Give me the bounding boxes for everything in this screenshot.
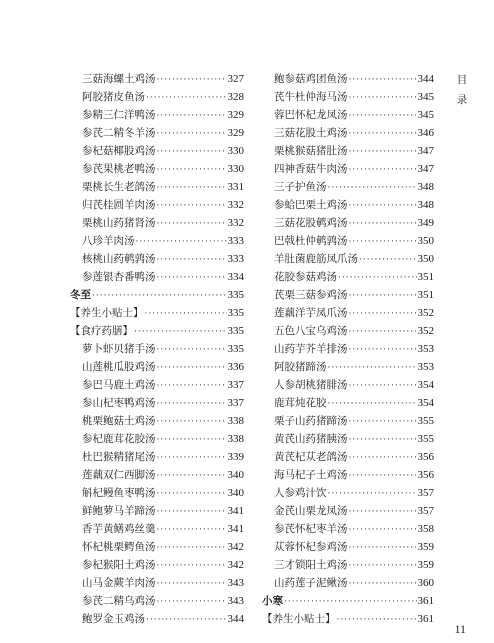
toc-entry-title: 莲藕双仁西脚汤: [82, 469, 156, 481]
toc-entry-title: 巴戟杜仲鹌鹑汤: [274, 235, 348, 247]
toc-entry-title: 核桃山药鹌鹑汤: [82, 253, 156, 265]
toc-entry-title: 鹿茸炖花胶: [274, 397, 327, 409]
toc-entry-page: 351: [417, 289, 434, 301]
toc-entry-page: 338: [227, 433, 244, 445]
toc-entry-page: 344: [417, 73, 434, 85]
toc-entry: [70, 394, 244, 412]
toc-entry-page: 357: [417, 487, 434, 499]
toc-entry-title: 栗桃长生老鸽汤: [82, 181, 156, 193]
toc-entry-title: 小寒: [262, 595, 283, 607]
toc-leader-dots: [349, 71, 417, 88]
toc-entry-title: 杜巴猴精猪尾汤: [82, 451, 156, 463]
toc-entry: [70, 502, 244, 520]
toc-leader-dots: [136, 233, 227, 250]
toc-leader-dots: [349, 413, 417, 430]
toc-leader-dots: [349, 305, 417, 322]
toc-entry-page: 347: [417, 163, 434, 175]
toc-entry-title: 三菇花股土鸡汤: [274, 127, 348, 139]
toc-entry-title: 参芪二精乌鸡汤: [82, 595, 156, 607]
toc-leader-dots: [328, 485, 417, 502]
toc-entry: [262, 520, 434, 538]
toc-entry: [70, 430, 244, 448]
toc-entry-page: 339: [227, 451, 244, 463]
toc-leader-dots: [349, 467, 417, 484]
toc-entry-title: 参芪果桃老鸭汤: [82, 163, 156, 175]
toc-entry-title: 羊肚菌鹿筋凤爪汤: [274, 253, 358, 265]
toc-entry-title: 冬至: [70, 289, 91, 301]
toc-entry-title: 香芋黄鳝鸡丝羹: [82, 523, 156, 535]
toc-entry: [70, 160, 244, 178]
toc-right-column: [262, 70, 434, 628]
toc-entry: [262, 376, 434, 394]
toc-entry: [262, 232, 434, 250]
toc-entry-title: 四神香菇牛肉汤: [274, 163, 348, 175]
toc-entry-page: 342: [227, 559, 244, 571]
toc-entry: [262, 268, 434, 286]
toc-leader-dots: [145, 305, 227, 322]
toc-entry-page: 358: [417, 523, 434, 535]
toc-entry-page: 332: [227, 199, 244, 211]
toc-entry-title: 山莲桃瓜股鸡汤: [82, 361, 156, 373]
toc-entry-page: 330: [227, 163, 244, 175]
toc-leader-dots: [134, 323, 227, 340]
toc-leader-dots: [146, 89, 227, 106]
toc-entry: [262, 88, 434, 106]
toc-entry-page: 343: [227, 595, 244, 607]
toc-leader-dots: [349, 377, 417, 394]
toc-leader-dots: [359, 251, 417, 268]
toc-entry: [70, 592, 244, 610]
toc-leader-dots: [157, 341, 227, 358]
toc-entry: [70, 214, 244, 232]
toc-entry-page: 332: [227, 217, 244, 229]
toc-entry-page: 336: [227, 361, 244, 373]
toc-leader-dots: [157, 251, 227, 268]
toc-entry: [70, 610, 244, 628]
toc-entry: [262, 160, 434, 178]
toc-leader-dots: [157, 269, 227, 286]
toc-leader-dots: [349, 341, 417, 358]
toc-entry-page: 341: [227, 523, 244, 535]
toc-entry: [70, 520, 244, 538]
toc-entry-page: 356: [417, 469, 434, 481]
toc-entry-page: 340: [227, 469, 244, 481]
toc-leader-dots: [349, 431, 417, 448]
toc-entry: [262, 394, 434, 412]
toc-entry-title: 莲藕洋芋凤爪汤: [274, 307, 348, 319]
toc-leader-dots: [157, 395, 227, 412]
toc-entry: [70, 268, 244, 286]
toc-entry: [262, 430, 434, 448]
toc-entry-page: 329: [227, 109, 244, 121]
toc-entry-page: 348: [417, 181, 434, 193]
toc-entry-page: 335: [227, 289, 244, 301]
toc-entry: [70, 376, 244, 394]
toc-entry: [70, 322, 244, 340]
toc-entry: [262, 178, 434, 196]
toc-entry: [262, 484, 434, 502]
toc-entry-page: 333: [227, 235, 244, 247]
toc-entry: [262, 502, 434, 520]
toc-entry-title: 栗桃山药猪肾汤: [82, 217, 156, 229]
page-number: 11: [454, 622, 466, 636]
toc-entry: [70, 70, 244, 88]
toc-entry-page: 337: [227, 379, 244, 391]
toc-entry-title: 萝卜虾贝猪手汤: [82, 343, 156, 355]
toc-entry-page: 337: [227, 397, 244, 409]
toc-entry: [70, 250, 244, 268]
toc-entry: [70, 574, 244, 592]
toc-leader-dots: [157, 503, 227, 520]
toc-entry: [70, 88, 244, 106]
side-label-toc: [456, 70, 468, 110]
toc-entry-title: 【养生小贴士】: [70, 307, 144, 319]
toc-entry-title: 苁蓉怀杞参鸡汤: [274, 541, 348, 553]
toc-entry-title: 芪牛杜仲海马汤: [274, 91, 348, 103]
toc-leader-dots: [349, 125, 417, 142]
toc-entry: [262, 358, 434, 376]
toc-entry-page: 359: [417, 541, 434, 553]
toc-leader-dots: [157, 179, 227, 196]
toc-entry-title: 参杞菇椰股鸡汤: [82, 145, 156, 157]
toc-leader-dots: [349, 449, 417, 466]
toc-entry-page: 350: [417, 235, 434, 247]
toc-leader-dots: [157, 431, 227, 448]
toc-leader-dots: [349, 539, 417, 556]
toc-entry-page: 342: [227, 541, 244, 553]
toc-entry-page: 355: [417, 415, 434, 427]
toc-entry: [70, 448, 244, 466]
toc-entry-page: 357: [417, 505, 434, 517]
toc-leader-dots: [349, 89, 417, 106]
toc-entry-title: 参巴马鹿土鸡汤: [82, 379, 156, 391]
toc-entry-title: 芪栗三菇参鸡汤: [274, 289, 348, 301]
toc-leader-dots: [157, 593, 227, 610]
toc-entry-title: 鲍参菇鸡团鱼汤: [274, 73, 348, 85]
toc-leader-dots: [349, 521, 417, 538]
toc-entry: [70, 304, 244, 322]
toc-entry-page: 348: [417, 199, 434, 211]
toc-entry: [70, 556, 244, 574]
toc-entry-title: 五色八宝乌鸡汤: [274, 325, 348, 337]
toc-entry-title: 【养生小贴士】: [262, 613, 336, 625]
toc-left-column: [70, 70, 244, 628]
toc-leader-dots: [328, 359, 417, 376]
toc-entry: [70, 196, 244, 214]
toc-entry: [262, 106, 434, 124]
toc-entry-title: 桃栗鲍菇土鸡汤: [82, 415, 156, 427]
toc-leader-dots: [157, 521, 227, 538]
toc-entry-title: 参杞猴阳土鸡汤: [82, 559, 156, 571]
toc-entry: [70, 124, 244, 142]
toc-leader-dots: [157, 467, 227, 484]
toc-leader-dots: [349, 503, 417, 520]
toc-entry-page: 341: [227, 505, 244, 517]
toc-entry-page: 352: [417, 325, 434, 337]
toc-entry-page: 335: [227, 343, 244, 355]
toc-entry-page: 359: [417, 559, 434, 571]
toc-entry: [262, 412, 434, 430]
toc-leader-dots: [157, 161, 227, 178]
toc-leader-dots: [328, 395, 417, 412]
toc-entry: [70, 178, 244, 196]
toc-entry: [70, 340, 244, 358]
toc-leader-dots: [157, 143, 227, 160]
toc-leader-dots: [157, 449, 227, 466]
toc-entry-title: 山药莲子泥鳅汤: [274, 577, 348, 589]
toc-entry: [70, 466, 244, 484]
toc-entry-title: 参芪二精冬羊汤: [82, 127, 156, 139]
toc-entry: [262, 574, 434, 592]
toc-entry-page: 361: [417, 613, 434, 625]
toc-entry: [262, 214, 434, 232]
toc-entry-title: 【食疗药膳】: [70, 325, 133, 337]
toc-leader-dots: [349, 143, 417, 160]
toc-entry-page: 345: [417, 109, 434, 121]
toc-entry: [262, 142, 434, 160]
toc-leader-dots: [157, 575, 227, 592]
toc-entry-page: 360: [417, 577, 434, 589]
toc-leader-dots: [338, 269, 417, 286]
toc-entry: [262, 538, 434, 556]
toc-entry-title: 栗子山药猪蹄汤: [274, 415, 348, 427]
toc-entry-title: 八珍羊肉汤: [82, 235, 135, 247]
toc-entry-page: 346: [417, 127, 434, 139]
toc-entry-title: 参精三仁洋鸭汤: [82, 109, 156, 121]
toc-entry-page: 344: [227, 613, 244, 625]
toc-leader-dots: [146, 611, 227, 628]
toc-entry-page: 347: [417, 145, 434, 157]
toc-entry-title: 阿胶猪蹄汤: [274, 361, 327, 373]
toc-entry: [262, 322, 434, 340]
toc-leader-dots: [349, 323, 417, 340]
toc-entry-page: 335: [227, 325, 244, 337]
toc-leader-dots: [349, 197, 417, 214]
toc-leader-dots: [349, 287, 417, 304]
toc-entry-title: 参芪怀杞枣羊汤: [274, 523, 348, 535]
toc-leader-dots: [157, 197, 227, 214]
toc-entry-page: 351: [417, 271, 434, 283]
toc-entry-title: 人参胡桃猪腓汤: [274, 379, 348, 391]
toc-entry-title: 栗桃猴菇猪肚汤: [274, 145, 348, 157]
toc-entry-page: 352: [417, 307, 434, 319]
toc-leader-dots: [157, 359, 227, 376]
toc-entry-title: 山马金蕨羊肉汤: [82, 577, 156, 589]
toc-entry-page: 361: [417, 595, 434, 607]
toc-entry: [262, 556, 434, 574]
toc-entry-title: 参蛤巴栗土鸡汤: [274, 199, 348, 211]
toc-entry-page: 328: [227, 91, 244, 103]
toc-entry-page: 327: [227, 73, 244, 85]
toc-entry-page: 334: [227, 271, 244, 283]
toc-leader-dots: [284, 593, 417, 610]
toc-entry-title: 鲜鲍萝马羊蹄汤: [82, 505, 156, 517]
toc-leader-dots: [157, 215, 227, 232]
toc-entry: [70, 106, 244, 124]
toc-entry-title: 参杞鹿茸花胶汤: [82, 433, 156, 445]
toc-entry: [262, 304, 434, 322]
toc-entry-page: 331: [227, 181, 244, 193]
toc-entry-title: 三才锁阳土鸡汤: [274, 559, 348, 571]
toc-entry-page: 350: [417, 253, 434, 265]
toc-entry-page: 335: [227, 307, 244, 319]
toc-leader-dots: [349, 233, 417, 250]
toc-entry: [70, 286, 244, 304]
toc-entry-title: 斛杞鳗鱼枣鸭汤: [82, 487, 156, 499]
toc-entry-title: 花胶参菇鸡汤: [274, 271, 337, 283]
toc-entry: [70, 358, 244, 376]
toc-entry: [262, 340, 434, 358]
toc-leader-dots: [92, 287, 227, 304]
toc-entry: [70, 232, 244, 250]
toc-entry: [262, 70, 434, 88]
toc-entry-page: 345: [417, 91, 434, 103]
toc-entry: [262, 592, 434, 610]
toc-entry-page: 329: [227, 127, 244, 139]
toc-entry-page: 353: [417, 361, 434, 373]
toc-entry-title: 黄芪杞苁老鸽汤: [274, 451, 348, 463]
toc-leader-dots: [349, 215, 417, 232]
side-label-char: 录: [456, 94, 468, 106]
toc-entry-title: 三菇花股鹌鸡汤: [274, 217, 348, 229]
toc-entry-page: 349: [417, 217, 434, 229]
toc-entry: [70, 484, 244, 502]
toc-entry: [70, 538, 244, 556]
toc-entry: [262, 286, 434, 304]
toc-entry-page: 338: [227, 415, 244, 427]
toc-entry-title: 怀杞桃栗鳄鱼汤: [82, 541, 156, 553]
toc-leader-dots: [157, 539, 227, 556]
toc-leader-dots: [157, 377, 227, 394]
toc-entry-title: 鲍罗金玉鸡汤: [82, 613, 145, 625]
toc-entry-page: 343: [227, 577, 244, 589]
toc-entry-title: 参山杞枣鸭鸡汤: [82, 397, 156, 409]
toc-entry-page: 340: [227, 487, 244, 499]
toc-leader-dots: [157, 413, 227, 430]
toc-entry: [262, 448, 434, 466]
toc-leader-dots: [157, 557, 227, 574]
toc-leader-dots: [328, 179, 417, 196]
toc-entry-page: 355: [417, 433, 434, 445]
side-label-char: 目: [456, 74, 468, 86]
toc-leader-dots: [157, 107, 227, 124]
toc-entry-page: 354: [417, 397, 434, 409]
toc-entry-title: 山药芋芥羊排汤: [274, 343, 348, 355]
toc-entry: [262, 466, 434, 484]
toc-entry-title: 金芪山栗龙凤汤: [274, 505, 348, 517]
toc-leader-dots: [337, 611, 417, 628]
toc-entry: [262, 124, 434, 142]
toc-leader-dots: [157, 125, 227, 142]
toc-entry: [262, 610, 434, 628]
toc-leader-dots: [157, 485, 227, 502]
toc-entry-page: 354: [417, 379, 434, 391]
toc-entry-title: 黄芪山药猪胰汤: [274, 433, 348, 445]
toc-leader-dots: [349, 557, 417, 574]
toc-entry: [70, 412, 244, 430]
toc-leader-dots: [349, 575, 417, 592]
toc-entry: [262, 196, 434, 214]
toc-entry-title: 三子护鱼汤: [274, 181, 327, 193]
toc-entry-page: 330: [227, 145, 244, 157]
toc-leader-dots: [349, 161, 417, 178]
toc-entry: [262, 250, 434, 268]
toc-entry: [70, 142, 244, 160]
toc-entry-title: 蓉巴怀杞龙凤汤: [274, 109, 348, 121]
toc-leader-dots: [157, 71, 227, 88]
toc-entry-title: 参莲银杏番鸭汤: [82, 271, 156, 283]
toc-entry-page: 353: [417, 343, 434, 355]
toc-entry-title: 归芪桂圆羊肉汤: [82, 199, 156, 211]
toc-entry-title: 人参鸡汁饮: [274, 487, 327, 499]
toc-entry-title: 海马杞子土鸡汤: [274, 469, 348, 481]
toc-entry-page: 333: [227, 253, 244, 265]
toc-entry-title: 三菇海螺土鸡汤: [82, 73, 156, 85]
toc-entry-title: 阿胶猪皮鱼汤: [82, 91, 145, 103]
toc-entry-page: 356: [417, 451, 434, 463]
toc-leader-dots: [349, 107, 417, 124]
